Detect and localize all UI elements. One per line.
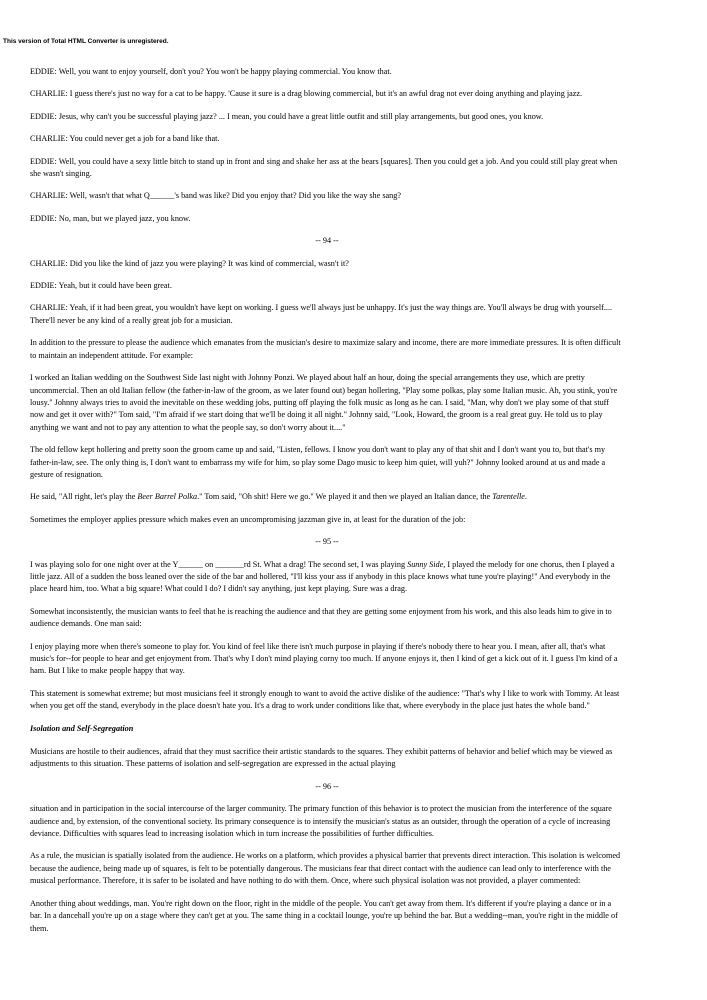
paragraph: CHARLIE: You could never get a job for a band like that.: [30, 134, 220, 144]
song-title: Beer Barrel Polka: [137, 492, 198, 502]
paragraph: EDDIE: Jesus, why can't you be successful playing jazz? ... I mean, you could have a great little outfit and still play arrangements, but good ones, you know.: [30, 111, 544, 121]
unregistered-banner: This version of Total HTML Converter is unregistered.: [3, 38, 169, 45]
page-number: -- 96 --: [315, 781, 339, 791]
paragraph: As a rule, the musician is spatially isolated from the audience. He works on a platform, which provides a physical barrier that prevents direct interaction. This isolation is welcomed because the audience, being made up of squares, is felt to be potentially dangerous. The musicians fear that direct contact with the audience can lead only to interference with the musical performance. Therefore, it is safer to be isolated and have nothing to do with them. Once, where such physical isolation was not provided, a player commented:: [30, 851, 621, 886]
section-heading: Isolation and Self-Segregation: [30, 723, 134, 733]
paragraph: This statement is somewhat extreme; but most musicians feel it strongly enough to want to avoid the active dislike of the audience: "That's why I like to work with Tommy. At least when you get off the stand, everybody in the place doesn't hate you. It's a drag to work under conditions like that, where everybody in the place just hates the whole band.": [30, 688, 620, 711]
paragraph: CHARLIE: Did you like the kind of jazz you were playing? It was kind of commercial, wasn't it?: [30, 258, 349, 268]
paragraph: In addition to the pressure to please the audience which emanates from the musician's desire to maximize salary and income, there are more immediate pressures. It is often difficult to maintain an independent attitude. For example:: [30, 338, 621, 360]
paragraph: EDDIE: No, man, but we played jazz, you know.: [30, 213, 191, 223]
paragraph: Another thing about weddings, man. You're right down on the floor, right in the middle of the people. You can't get away from them. It's different if you're playing a dance or in a bar. In a dancehall you're up on a stage where they can't get at you. The same thing in a cocktail lounge, you're up behind the bar. But a wedding--man, you're right in the middle of them.: [30, 898, 618, 933]
page-number: -- 95 --: [315, 537, 339, 547]
dance-title: Tarentelle: [492, 492, 525, 502]
song-title: Sunny Side: [407, 559, 444, 569]
paragraph: EDDIE: Well, you want to enjoy yourself, don't you? You won't be happy playing commercial. You know that.: [30, 67, 392, 76]
paragraph: CHARLIE: I guess there's just no way for a cat to be happy. 'Cause it sure is a drag blowing commercial, but it's an awful drag not ever doing anything and playing jazz.: [30, 89, 583, 99]
paragraph: CHARLIE: Yeah, if it had been great, you wouldn't have kept on working. I guess we'll always just be unhappy. It's just the way things are. You'll always be drug with yourself.... There'll never be any kind of a really great job for a musician.: [30, 303, 613, 325]
paragraph-beer-barrel: He said, "All right, let's play the Beer Barrel Polka." Tom said, "Oh shit! Here we go." We played it and then we played an Italian dance, the Tarentelle.: [30, 492, 527, 502]
document-body: [30, 66, 624, 945]
paragraph: CHARLIE: Well, wasn't that what Q______'s band was like? Did you enjoy that? Did you like the way she sang?: [30, 191, 401, 201]
paragraph: EDDIE: Well, you could have a sexy little bitch to stand up in front and sing and shake her ass at the bears [squares]. Then you could get a job. And you could still play great when she wasn't singing.: [30, 156, 618, 179]
paragraph: The old fellow kept hollering and pretty soon the groom came up and said, "Listen, fellows. I know you don't want to play any of that shit and I don't want you to, but that's my father-in-law, see. The only thing is, I don't want to embarrass my wife for him, so play some Dago music to keep him quiet, will yuh?" Johnny looked around at us and made a gesture of resignation.: [30, 445, 606, 479]
paragraph: EDDIE: Yeah, but it could have been great.: [30, 281, 172, 291]
page-number: -- 94 --: [315, 236, 339, 246]
paragraph: I worked an Italian wedding on the Southwest Side last night with Johnny Ponzi. We played about half an hour, doing the special arrangements they use, which are pretty uncommercial. Then an old Italian fellow (the father-in-law of the groom, as we later found out) began hollering, "Play some polkas, play some Italian music. Ah, you stink, you're lousy." Johnny always tries to avoid the inevitable on these wedding jobs, putting off playing the folk music as long as he can. I said, "Man, why don't we play some of that stuff now and get it over with?" Tom said, "I'm afraid if we start doing that we'll be doing it all night." Johnny said, "Look, Howard, the groom is a real great guy. He told us to play anything we want and not to pay any attention to what the people say, so don't worry about it....": [30, 373, 618, 432]
paragraph: situation and in participation in the social intercourse of the larger community. The primary function of this behavior is to protect the musician from the interference of the square audience and, by extension, of the conventional society. Its primary consequence is to intensify the musician's status as an outsider, through the operation of a cycle of increasing deviance. Difficulties with squares lead to increasing isolation which in turn increase the possibilities of further difficulties.: [30, 804, 612, 839]
paragraph: Musicians are hostile to their audiences, afraid that they must sacrifice their artistic standards to the squares. They exhibit patterns of behavior and belief which may be viewed as adjustments to this situation. These patterns of isolation and self-segregation are expressed in the actual playing: [30, 747, 613, 769]
paragraph: Sometimes the employer applies pressure which makes even an uncompromising jazzman give in, at least for the duration of the job:: [30, 514, 466, 524]
paragraph-sunny-side: I was playing solo for one night over at the Y______ on _______rd St. What a drag! The second set, I was playing Sunny Side, I played the melody for one chorus, then I played a little jazz. All of a sudden the boss leaned over the side of the bar and hollered, "I'll kiss your ass if anybody in this place knows what tune you're playing!" And everybody in the place heard him, too. What a big square! What could I do? I didn't say anything, just kept playing. Sure was a drag.: [30, 559, 615, 594]
paragraph: Somewhat inconsistently, the musician wants to feel that he is reaching the audience and that they are getting some enjoyment from his work, and this also leads him to give in to audience demands. One man said:: [30, 606, 612, 629]
paragraph: I enjoy playing more when there's someone to play for. You kind of feel like there isn't much purpose in playing if there's nobody there to hear you. I mean, after all, that's what music's for--for people to hear and get enjoyment from. That's why I don't mind playing corny too much. If anyone enjoys it, then I kind of get a kick out of it. I guess I'm kind of a ham. But I like to make people happy that way.: [30, 641, 618, 676]
